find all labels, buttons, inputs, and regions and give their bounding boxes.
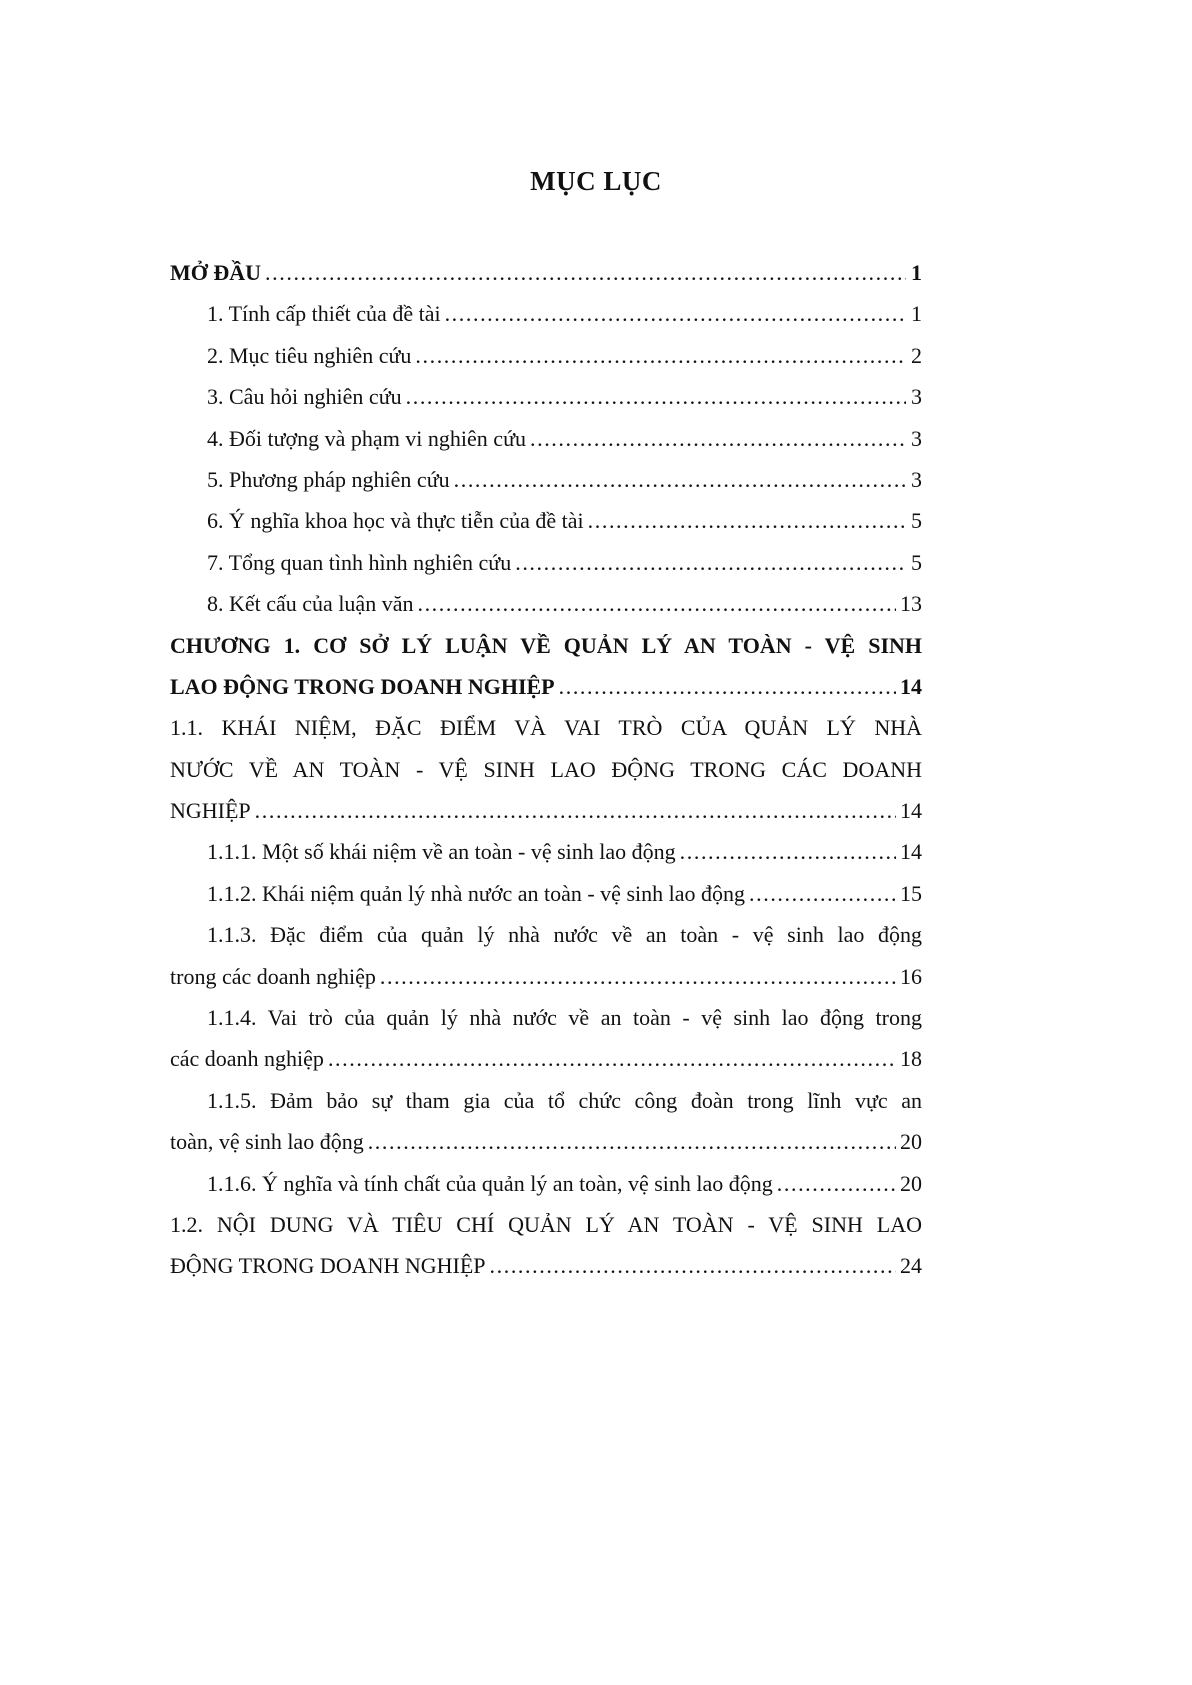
toc-entry[interactable]	[170, 873, 922, 914]
dot-leader	[406, 376, 906, 417]
toc-entry[interactable]	[170, 376, 922, 417]
dot-leader	[490, 1245, 896, 1286]
dot-leader	[368, 1121, 896, 1162]
toc-entry-title: 1. Tính cấp thiết của đề tài	[207, 301, 441, 327]
toc-entry-title: các doanh nghiệp	[170, 1046, 324, 1072]
toc-page-number: 14	[900, 839, 922, 865]
dot-leader	[454, 459, 906, 500]
toc-entry-final-line	[170, 459, 922, 500]
toc-page-number: 5	[911, 549, 922, 575]
dot-leader	[445, 293, 906, 334]
toc-entry[interactable]	[170, 1163, 922, 1204]
toc-entry-title: 1.1.1. Một số khái niệm về an toàn - vệ sinh lao động	[207, 839, 676, 865]
dot-leader	[255, 790, 896, 831]
toc-entry-title: 2. Mục tiêu nghiên cứu	[207, 342, 412, 368]
toc-entry-final-line	[170, 1245, 922, 1286]
toc-page-number: 20	[900, 1170, 922, 1196]
dot-leader	[588, 500, 906, 541]
toc-entry-line: CHƯƠNG 1. CƠ SỞ LÝ LUẬN VỀ QUẢN LÝ AN TOÀN - VỆ SINH	[170, 632, 922, 658]
toc-entry-final-line	[170, 1038, 922, 1079]
toc-page-number: 18	[900, 1046, 922, 1072]
toc-page-number: 2	[911, 342, 922, 368]
toc-entry-final-line	[170, 956, 922, 997]
toc-entry-title: 8. Kết cấu của luận văn	[207, 591, 414, 617]
toc-entry-title: 4. Đối tượng và phạm vi nghiên cứu	[207, 425, 526, 451]
toc-entry[interactable]	[170, 997, 922, 1080]
toc-page-number: 14	[900, 673, 922, 699]
toc-page-number: 24	[900, 1253, 922, 1279]
toc-entry[interactable]	[170, 252, 922, 293]
dot-leader	[328, 1038, 896, 1079]
toc-entry[interactable]	[170, 707, 922, 831]
toc-entry-final-line	[170, 542, 922, 583]
toc-entry-line: 1.2. NỘI DUNG VÀ TIÊU CHÍ QUẢN LÝ AN TOÀN - VỆ SINH LAO	[170, 1211, 922, 1237]
toc-entry-title: NGHIỆP	[170, 798, 251, 824]
dot-leader	[415, 335, 906, 376]
toc-entry-title: 1.1.6. Ý nghĩa và tính chất của quản lý an toàn, vệ sinh lao động	[207, 1170, 773, 1196]
toc-entry-title: toàn, vệ sinh lao động	[170, 1129, 364, 1155]
toc-entry-title: MỞ ĐẦU	[170, 260, 262, 285]
dot-leader	[749, 873, 896, 914]
toc-page-number: 3	[911, 384, 922, 410]
toc-page-number: 15	[900, 880, 922, 906]
toc-entry[interactable]	[170, 335, 922, 376]
toc-page-number: 16	[900, 963, 922, 989]
toc-page-number: 1	[911, 301, 922, 327]
toc-entry-final-line	[170, 831, 922, 872]
toc-entry-final-line	[170, 666, 922, 707]
toc-entry[interactable]	[170, 1080, 922, 1163]
toc-entry-title: 3. Câu hỏi nghiên cứu	[207, 384, 402, 410]
dot-leader	[777, 1163, 896, 1204]
toc-entry-line: 1.1.4. Vai trò của quản lý nhà nước về an toàn - vệ sinh lao động trong	[207, 1005, 922, 1031]
toc-entry[interactable]	[170, 625, 922, 708]
toc-entry-title: 1.1.2. Khái niệm quản lý nhà nước an toàn - vệ sinh lao động	[207, 880, 746, 906]
toc-page-number: 20	[900, 1129, 922, 1155]
toc-entry[interactable]	[170, 542, 922, 583]
toc-page-number: 13	[900, 591, 922, 617]
toc-entry-final-line	[170, 1163, 922, 1204]
dot-leader	[265, 252, 906, 293]
toc-entry[interactable]	[170, 831, 922, 872]
toc-entry-title: 5. Phương pháp nghiên cứu	[207, 466, 450, 492]
dot-leader	[417, 583, 896, 624]
toc-entry[interactable]	[170, 914, 922, 997]
toc-entry-final-line	[170, 500, 922, 541]
toc-page-number: 3	[911, 425, 922, 451]
table-of-contents	[170, 252, 922, 1287]
toc-entry[interactable]	[170, 418, 922, 459]
toc-entry[interactable]	[170, 500, 922, 541]
toc-page-number: 3	[911, 466, 922, 492]
dot-leader	[380, 956, 896, 997]
toc-entry-line: 1.1. KHÁI NIỆM, ĐẶC ĐIỂM VÀ VAI TRÒ CỦA QUẢN LÝ NHÀ	[170, 715, 922, 741]
dot-leader	[680, 831, 896, 872]
toc-entry-line: 1.1.3. Đặc điểm của quản lý nhà nước về an toàn - vệ sinh lao động	[207, 922, 922, 948]
toc-page-number: 14	[900, 798, 922, 824]
toc-entry-final-line	[170, 293, 922, 334]
toc-entry-title: LAO ĐỘNG TRONG DOANH NGHIỆP	[170, 673, 555, 699]
toc-entry[interactable]	[170, 583, 922, 624]
toc-entry-final-line	[170, 583, 922, 624]
toc-entry-title: 7. Tổng quan tình hình nghiên cứu	[207, 549, 512, 575]
toc-entry-title: trong các doanh nghiệp	[170, 963, 376, 989]
toc-entry-final-line	[170, 252, 922, 293]
toc-entry-line: 1.1.5. Đảm bảo sự tham gia của tổ chức công đoàn trong lĩnh vực an	[207, 1087, 922, 1113]
page-title: MỤC LỤC	[530, 166, 662, 196]
toc-entry-final-line	[170, 376, 922, 417]
toc-page-number: 1	[911, 260, 922, 285]
toc-entry[interactable]	[170, 1204, 922, 1287]
toc-page-number: 5	[911, 508, 922, 534]
dot-leader	[530, 418, 906, 459]
toc-entry-title: 6. Ý nghĩa khoa học và thực tiễn của đề tài	[207, 508, 584, 534]
toc-entry-line: NƯỚC VỀ AN TOÀN - VỆ SINH LAO ĐỘNG TRONG CÁC DOANH	[170, 756, 922, 782]
toc-entry-final-line	[170, 1121, 922, 1162]
toc-entry-final-line	[170, 335, 922, 376]
toc-entry[interactable]	[170, 459, 922, 500]
toc-entry-final-line	[170, 790, 922, 831]
toc-entry[interactable]	[170, 293, 922, 334]
toc-entry-final-line	[170, 418, 922, 459]
dot-leader	[559, 666, 896, 707]
dot-leader	[515, 542, 906, 583]
toc-entry-final-line	[170, 873, 922, 914]
toc-entry-title: ĐỘNG TRONG DOANH NGHIỆP	[170, 1253, 486, 1279]
